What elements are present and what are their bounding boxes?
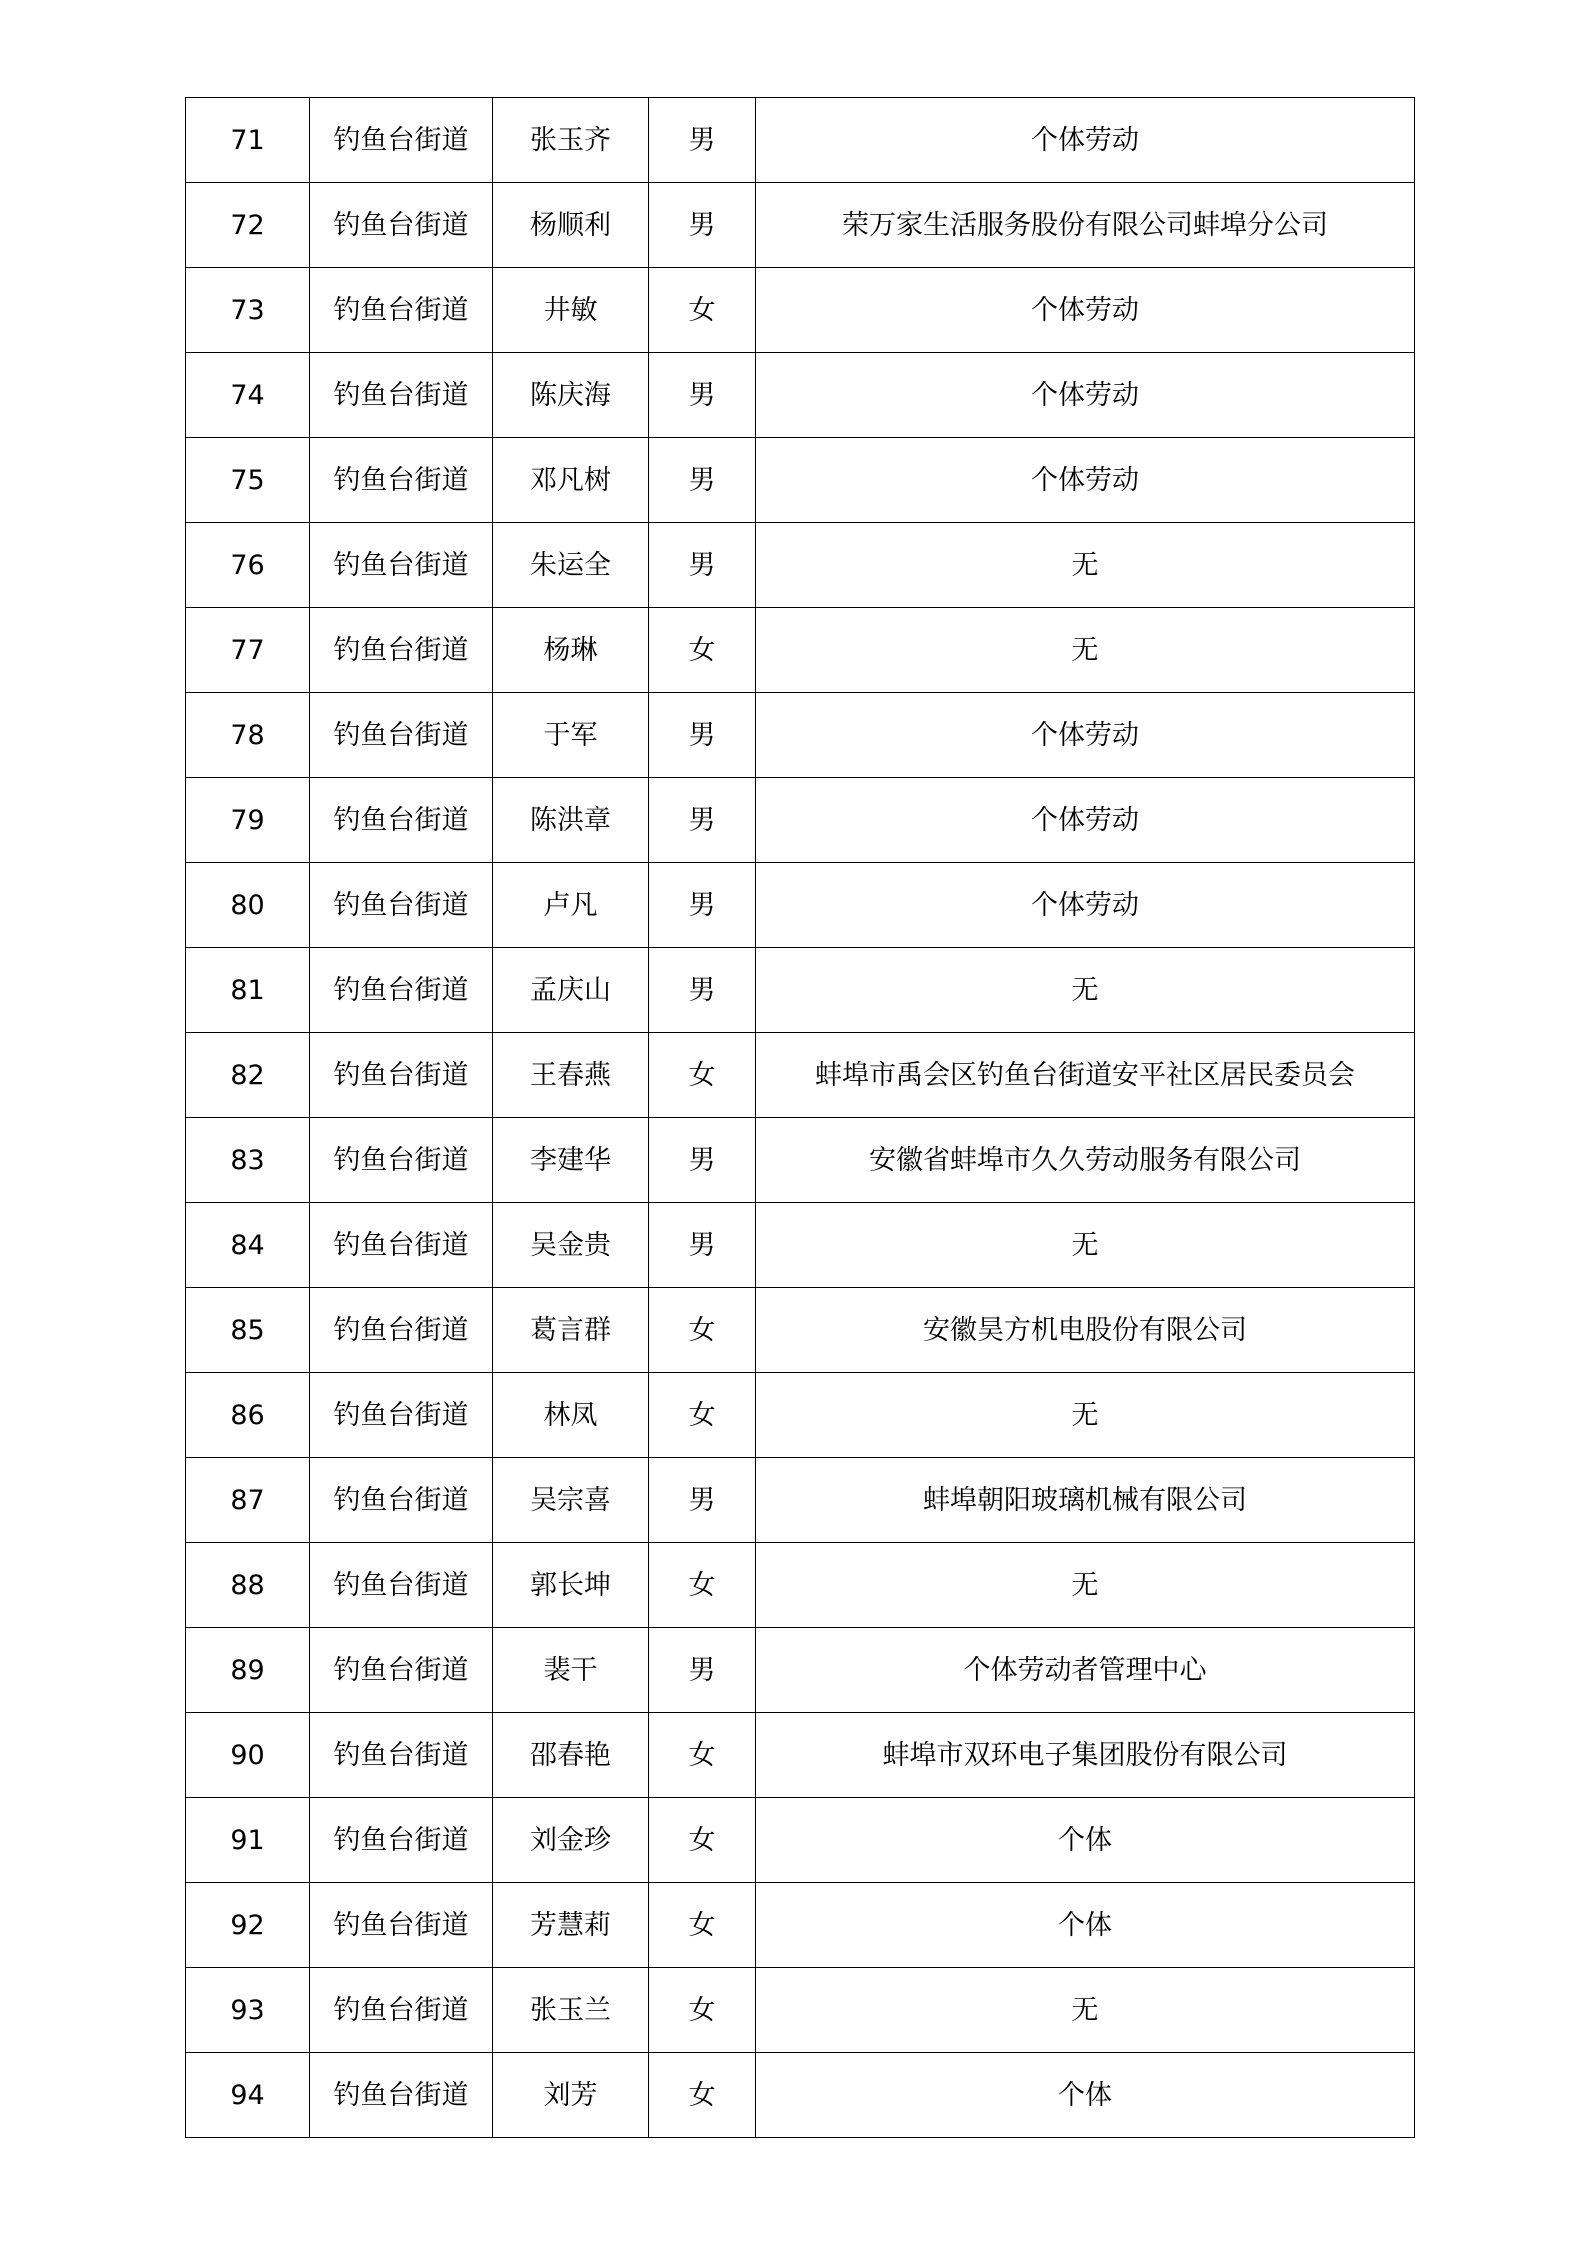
table-row: [186, 693, 1415, 778]
cell-work-unit: 蚌埠市双环电子集团股份有限公司: [756, 1713, 1415, 1798]
table-row: [186, 1968, 1415, 2053]
roster-table: [185, 97, 1415, 2138]
table-row: [186, 863, 1415, 948]
cell-street: 钓鱼台街道: [310, 2053, 493, 2138]
cell-street: 钓鱼台街道: [310, 268, 493, 353]
cell-number: 81: [186, 948, 310, 1033]
cell-number: 73: [186, 268, 310, 353]
cell-gender: 女: [649, 1798, 756, 1883]
cell-work-unit: 无: [756, 608, 1415, 693]
cell-number: 91: [186, 1798, 310, 1883]
table-row: [186, 523, 1415, 608]
table-row: [186, 1628, 1415, 1713]
cell-name: 刘芳: [493, 2053, 649, 2138]
cell-number: 89: [186, 1628, 310, 1713]
cell-street: 钓鱼台街道: [310, 1458, 493, 1543]
cell-name: 葛言群: [493, 1288, 649, 1373]
cell-gender: 男: [649, 1628, 756, 1713]
cell-street: 钓鱼台街道: [310, 608, 493, 693]
cell-street: 钓鱼台街道: [310, 778, 493, 863]
table-row: [186, 2053, 1415, 2138]
cell-name: 张玉齐: [493, 98, 649, 183]
table-row: [186, 1798, 1415, 1883]
cell-number: 75: [186, 438, 310, 523]
cell-name: 井敏: [493, 268, 649, 353]
cell-street: 钓鱼台街道: [310, 1713, 493, 1798]
cell-number: 84: [186, 1203, 310, 1288]
table-row: [186, 98, 1415, 183]
cell-work-unit: 安徽省蚌埠市久久劳动服务有限公司: [756, 1118, 1415, 1203]
cell-street: 钓鱼台街道: [310, 1203, 493, 1288]
cell-name: 吴金贵: [493, 1203, 649, 1288]
cell-work-unit: 无: [756, 523, 1415, 608]
cell-gender: 男: [649, 183, 756, 268]
cell-work-unit: 无: [756, 1968, 1415, 2053]
table-row: [186, 438, 1415, 523]
cell-gender: 女: [649, 1288, 756, 1373]
cell-number: 93: [186, 1968, 310, 2053]
cell-name: 刘金珍: [493, 1798, 649, 1883]
cell-number: 74: [186, 353, 310, 438]
cell-work-unit: 蚌埠市禹会区钓鱼台街道安平社区居民委员会: [756, 1033, 1415, 1118]
cell-number: 76: [186, 523, 310, 608]
cell-gender: 男: [649, 438, 756, 523]
cell-number: 92: [186, 1883, 310, 1968]
cell-number: 77: [186, 608, 310, 693]
cell-number: 88: [186, 1543, 310, 1628]
cell-name: 林凤: [493, 1373, 649, 1458]
cell-name: 邓凡树: [493, 438, 649, 523]
cell-street: 钓鱼台街道: [310, 948, 493, 1033]
cell-name: 裴干: [493, 1628, 649, 1713]
cell-name: 郭长坤: [493, 1543, 649, 1628]
cell-gender: 男: [649, 1118, 756, 1203]
table-row: [186, 948, 1415, 1033]
roster-table-body: [186, 98, 1415, 2138]
table-row: [186, 1288, 1415, 1373]
cell-work-unit: 荣万家生活服务股份有限公司蚌埠分公司: [756, 183, 1415, 268]
cell-gender: 男: [649, 863, 756, 948]
cell-street: 钓鱼台街道: [310, 523, 493, 608]
cell-gender: 女: [649, 1033, 756, 1118]
table-row: [186, 353, 1415, 438]
cell-work-unit: 无: [756, 1543, 1415, 1628]
cell-work-unit: 无: [756, 1203, 1415, 1288]
cell-number: 86: [186, 1373, 310, 1458]
cell-work-unit: 安徽昊方机电股份有限公司: [756, 1288, 1415, 1373]
cell-street: 钓鱼台街道: [310, 693, 493, 778]
cell-street: 钓鱼台街道: [310, 98, 493, 183]
cell-work-unit: 个体劳动: [756, 863, 1415, 948]
cell-gender: 女: [649, 1883, 756, 1968]
cell-gender: 男: [649, 353, 756, 438]
cell-name: 于军: [493, 693, 649, 778]
cell-number: 83: [186, 1118, 310, 1203]
cell-street: 钓鱼台街道: [310, 1118, 493, 1203]
cell-number: 78: [186, 693, 310, 778]
cell-work-unit: 个体: [756, 1883, 1415, 1968]
cell-work-unit: 无: [756, 948, 1415, 1033]
cell-street: 钓鱼台街道: [310, 1968, 493, 2053]
table-row: [186, 1883, 1415, 1968]
cell-work-unit: 个体劳动: [756, 98, 1415, 183]
cell-name: 芳慧莉: [493, 1883, 649, 1968]
cell-gender: 女: [649, 608, 756, 693]
cell-name: 卢凡: [493, 863, 649, 948]
cell-street: 钓鱼台街道: [310, 1288, 493, 1373]
cell-gender: 男: [649, 1458, 756, 1543]
cell-name: 杨琳: [493, 608, 649, 693]
table-row: [186, 1203, 1415, 1288]
cell-street: 钓鱼台街道: [310, 1798, 493, 1883]
cell-street: 钓鱼台街道: [310, 353, 493, 438]
cell-work-unit: 个体: [756, 2053, 1415, 2138]
cell-work-unit: 个体劳动: [756, 693, 1415, 778]
cell-street: 钓鱼台街道: [310, 1628, 493, 1713]
cell-gender: 男: [649, 523, 756, 608]
cell-work-unit: 蚌埠朝阳玻璃机械有限公司: [756, 1458, 1415, 1543]
table-row: [186, 1543, 1415, 1628]
cell-gender: 女: [649, 1373, 756, 1458]
cell-street: 钓鱼台街道: [310, 863, 493, 948]
cell-number: 85: [186, 1288, 310, 1373]
cell-name: 李建华: [493, 1118, 649, 1203]
cell-gender: 女: [649, 1968, 756, 2053]
cell-gender: 男: [649, 778, 756, 863]
cell-work-unit: 个体劳动: [756, 778, 1415, 863]
cell-name: 陈庆海: [493, 353, 649, 438]
cell-number: 79: [186, 778, 310, 863]
table-row: [186, 1033, 1415, 1118]
table-row: [186, 268, 1415, 353]
cell-number: 87: [186, 1458, 310, 1543]
cell-street: 钓鱼台街道: [310, 1883, 493, 1968]
cell-number: 72: [186, 183, 310, 268]
cell-street: 钓鱼台街道: [310, 1373, 493, 1458]
table-row: [186, 1118, 1415, 1203]
table-row: [186, 608, 1415, 693]
cell-work-unit: 个体: [756, 1798, 1415, 1883]
table-row: [186, 183, 1415, 268]
cell-number: 90: [186, 1713, 310, 1798]
cell-number: 80: [186, 863, 310, 948]
cell-street: 钓鱼台街道: [310, 1543, 493, 1628]
cell-gender: 男: [649, 948, 756, 1033]
cell-street: 钓鱼台街道: [310, 183, 493, 268]
table-row: [186, 1373, 1415, 1458]
cell-work-unit: 个体劳动: [756, 353, 1415, 438]
cell-street: 钓鱼台街道: [310, 438, 493, 523]
cell-name: 孟庆山: [493, 948, 649, 1033]
cell-gender: 男: [649, 1203, 756, 1288]
cell-name: 吴宗喜: [493, 1458, 649, 1543]
cell-gender: 女: [649, 1713, 756, 1798]
cell-gender: 女: [649, 2053, 756, 2138]
table-row: [186, 1713, 1415, 1798]
cell-name: 陈洪章: [493, 778, 649, 863]
cell-number: 71: [186, 98, 310, 183]
cell-gender: 女: [649, 268, 756, 353]
cell-street: 钓鱼台街道: [310, 1033, 493, 1118]
cell-number: 94: [186, 2053, 310, 2138]
cell-gender: 女: [649, 1543, 756, 1628]
cell-name: 张玉兰: [493, 1968, 649, 2053]
cell-name: 朱运全: [493, 523, 649, 608]
cell-work-unit: 个体劳动: [756, 438, 1415, 523]
cell-number: 82: [186, 1033, 310, 1118]
cell-name: 杨顺利: [493, 183, 649, 268]
cell-gender: 男: [649, 98, 756, 183]
table-row: [186, 1458, 1415, 1543]
cell-gender: 男: [649, 693, 756, 778]
cell-work-unit: 个体劳动者管理中心: [756, 1628, 1415, 1713]
cell-name: 邵春艳: [493, 1713, 649, 1798]
cell-work-unit: 无: [756, 1373, 1415, 1458]
cell-work-unit: 个体劳动: [756, 268, 1415, 353]
table-row: [186, 778, 1415, 863]
cell-name: 王春燕: [493, 1033, 649, 1118]
